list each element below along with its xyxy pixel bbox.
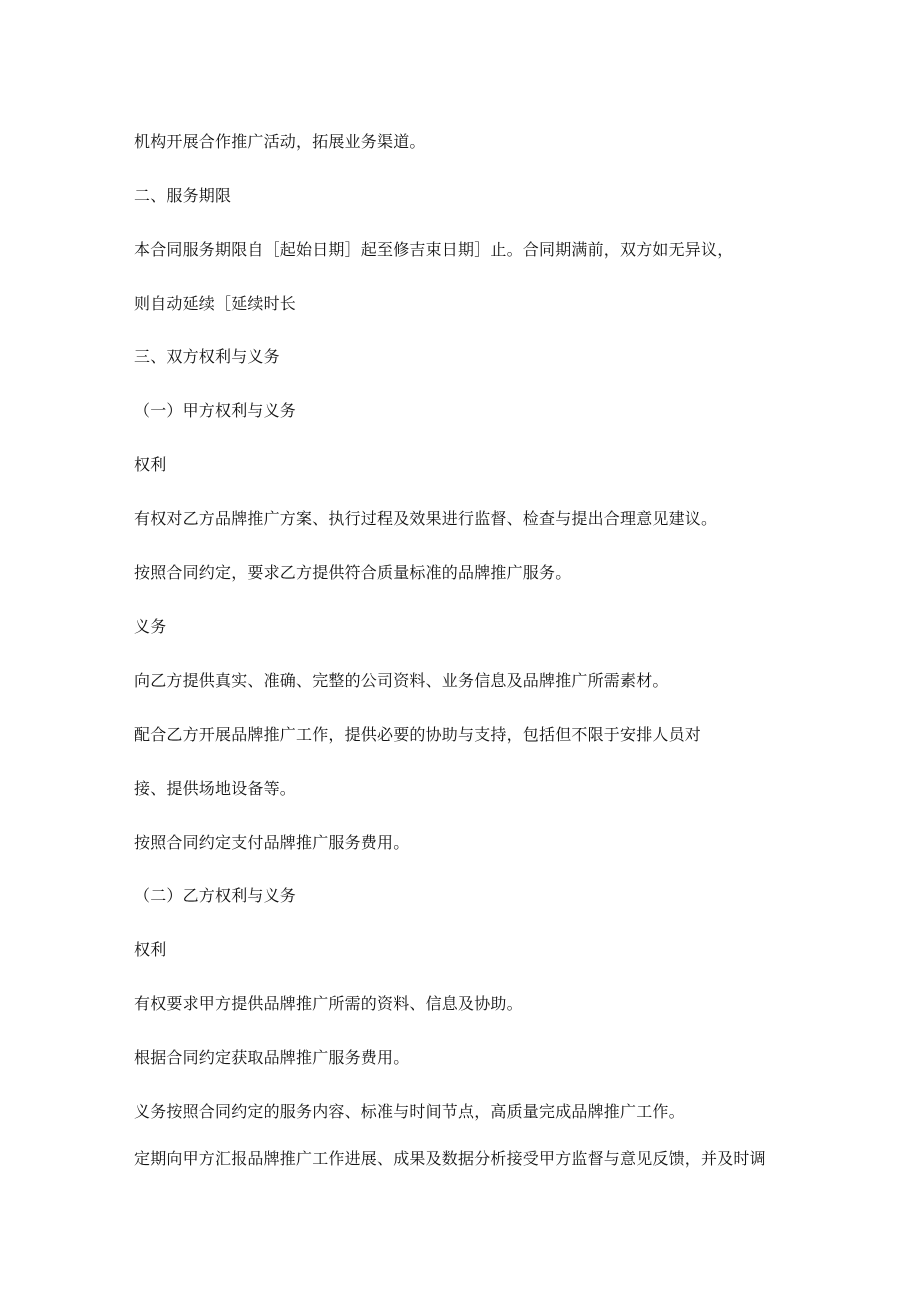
section-heading-service-term: 二、服务期限 <box>134 186 232 205</box>
paragraph-line: 按照合同约定支付品牌推广服务费用。 <box>134 833 410 852</box>
paragraph-line: 根据合同约定获取品牌推广服务费用。 <box>134 1048 410 1067</box>
paragraph-line: 则自动延续［延续时长 <box>134 294 297 313</box>
subsection-heading-party-a: （一）甲方权利与义务 <box>134 401 297 420</box>
paragraph-line: 定期向甲方汇报品牌推广工作进展、成果及数据分析接受甲方监督与意见反馈，并及时调 <box>134 1149 766 1168</box>
section-heading-rights-obligations: 三、双方权利与义务 <box>134 347 280 366</box>
paragraph-line: 有权要求甲方提供品牌推广所需的资料、信息及协助。 <box>134 994 523 1013</box>
paragraph-line: 向乙方提供真实、准确、完整的公司资料、业务信息及品牌推广所需素材。 <box>134 671 669 690</box>
subheading-obligations: 义务 <box>134 617 167 636</box>
paragraph-line: 机构开展合作推广活动，拓展业务渠道。 <box>134 132 426 151</box>
paragraph-line: 有权对乙方品牌推广方案、执行过程及效果进行监督、检查与提出合理意见建议。 <box>134 509 718 528</box>
paragraph-line: 配合乙方开展品牌推广工作，提供必要的协助与支持，包括但不限于安排人员对 <box>134 725 702 744</box>
paragraph-line: 接、提供场地设备等。 <box>134 779 297 798</box>
paragraph-line: 按照合同约定，要求乙方提供符合质量标准的品牌推广服务。 <box>134 563 572 582</box>
subsection-heading-party-b: （二）乙方权利与义务 <box>134 886 297 905</box>
subheading-rights: 权利 <box>134 455 167 474</box>
paragraph-line: 义务按照合同约定的服务内容、标准与时间节点，高质量完成品牌推广工作。 <box>134 1102 685 1121</box>
subheading-rights: 权利 <box>134 940 167 959</box>
paragraph-line: 本合同服务期限自［起始日期］起至修吉束日期］止。合同期满前，双方如无异议， <box>134 240 734 259</box>
